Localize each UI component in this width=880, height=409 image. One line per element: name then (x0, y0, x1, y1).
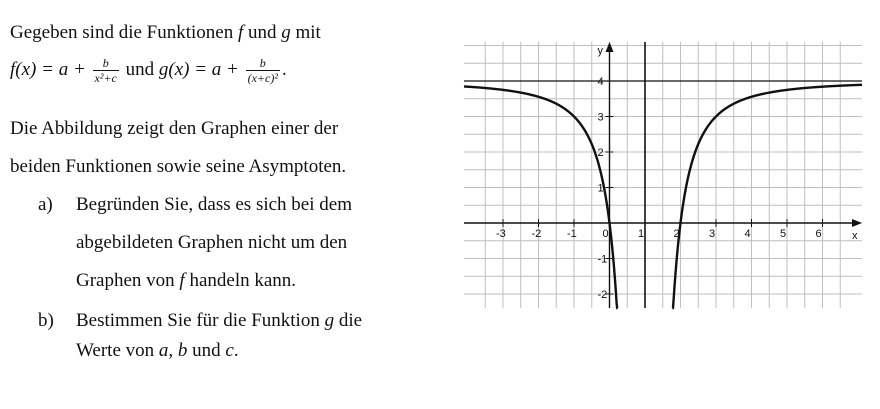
task-b-g-symbol: g (324, 310, 335, 331)
task-b-period: . (233, 340, 239, 361)
function-f-symbol: f (237, 22, 244, 43)
x-tick-label: 2 (673, 228, 680, 240)
f-numerator: b (93, 56, 119, 71)
x-tick-label: 3 (709, 228, 716, 240)
task-b-text-end: die (334, 310, 363, 331)
y-axis-label: y (597, 45, 603, 57)
y-tick-label: 2 (597, 147, 604, 159)
x-tick-label: -3 (496, 228, 506, 240)
task-a-f-symbol: f (179, 270, 185, 291)
x-tick-label: -2 (531, 228, 542, 240)
y-tick-label: -1 (597, 253, 608, 266)
intro-text: Gegeben sind die Funktionen (10, 22, 238, 43)
x-tick-label: 4 (744, 228, 751, 240)
y-tick-label: 4 (597, 76, 604, 88)
x-tick-label: 0 (602, 228, 609, 240)
x-tick-label: 6 (815, 228, 822, 240)
task-b-text: Bestimmen Sie für die Funktion (76, 310, 325, 331)
task-b-label: b) (38, 310, 54, 331)
g-numerator: b (246, 56, 280, 71)
g-definition-lhs: g(x) = a + (158, 58, 244, 80)
task-a-text: Graphen von (76, 270, 180, 291)
task-a-label: a) (38, 194, 53, 215)
x-tick-label: 5 (780, 228, 787, 240)
g-denominator: (x+c)² (247, 71, 278, 85)
f-denominator: x²+c (94, 71, 117, 85)
und-text: und (243, 22, 282, 43)
y-tick-label: -2 (597, 289, 608, 301)
x-tick-label: 1 (638, 228, 645, 240)
task-b-vars: a, b (158, 340, 188, 361)
x-axis-arrow (852, 219, 862, 227)
y-axis-arrow (606, 42, 614, 52)
task-b-text-2: Werte von (76, 340, 159, 361)
und-text-2: und (120, 58, 159, 80)
period: . (281, 58, 287, 80)
task-a-text-end: handeln kann. (184, 270, 297, 291)
task-b-und: und (187, 340, 226, 361)
graph-curve-right-branch (672, 85, 862, 308)
y-tick-label: 1 (597, 182, 604, 195)
f-definition-lhs: f(x) = a + (10, 58, 91, 80)
task-a-line-1: Begründen Sie, dass es sich bei dem (76, 194, 352, 215)
intro-line-4: beiden Funktionen sowie seine Asymptoten. (10, 156, 347, 177)
task-a-line-2: abgebildeten Graphen nicht um den (76, 232, 348, 253)
x-tick-label: -1 (567, 228, 577, 240)
y-tick-label: 3 (597, 111, 604, 124)
function-g-symbol: g (281, 22, 291, 43)
intro-line-3: Die Abbildung zeigt den Graphen einer der (10, 118, 339, 139)
mit-text: mit (290, 22, 321, 43)
graph-curve-left-branch (464, 86, 618, 308)
task-b-c: c (225, 340, 234, 361)
x-axis-label: x (852, 230, 858, 242)
